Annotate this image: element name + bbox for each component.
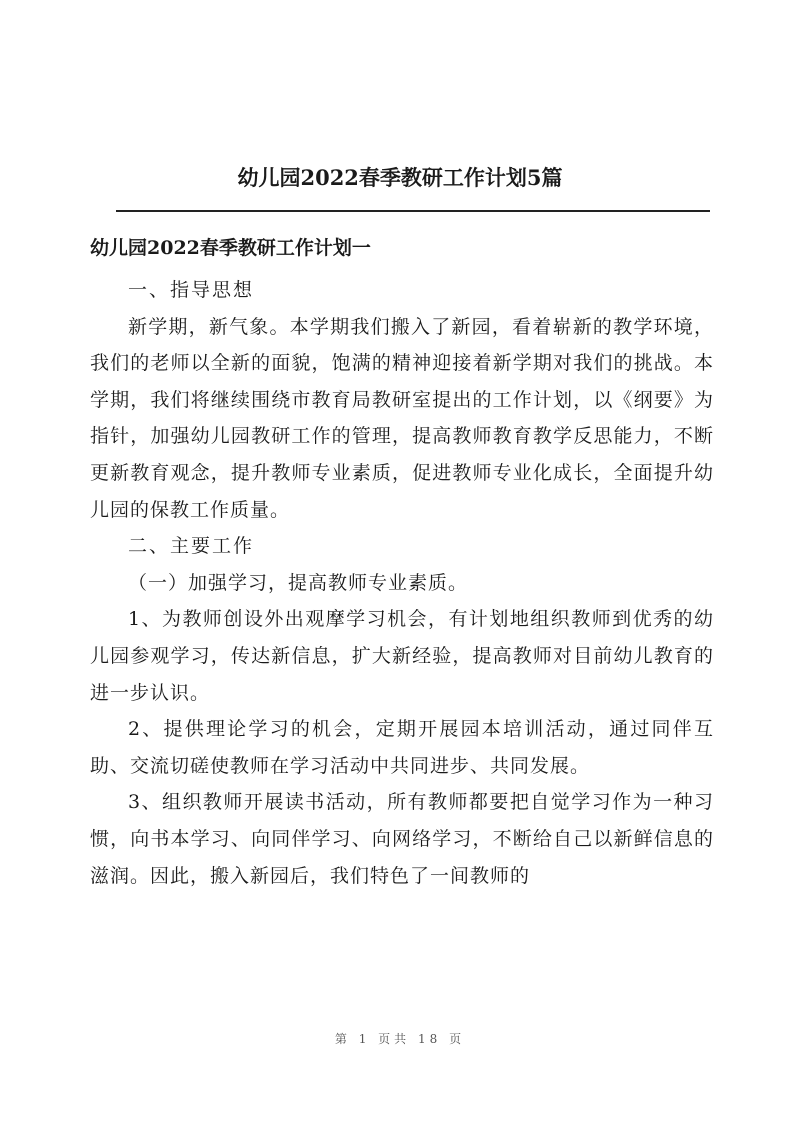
paragraph-item-3: 3、组织教师开展读书活动，所有教师都要把自觉学习作为一种习惯，向书本学习、向同伴学习、向网络学习，不断给自己以新鲜信息的滋润。因此，搬入新园后，我们特色了一间教师的 (90, 791, 714, 887)
heading-guiding-ideology: 一、指导思想 (128, 279, 255, 301)
paragraph-intro: 新学期，新气象。本学期我们搬入了新园，看着崭新的教学环境，我们的老师以全新的面貌，饱满的精神迎接着新学期对我们的挑战。本学期，我们将继续围绕市教育局教研室提出的工作计划，以《纲要》为指针，加强幼儿园教研工作的管理，提高教师教育教学反思能力，不断更新教育观念，提升教师专业素质，促进教师专业化成长，全面提升幼儿园的保教工作质量。 (90, 315, 714, 521)
section-title: 幼儿园2022春季教研工作计划一 (90, 237, 371, 259)
heading-main-work: 二、主要工作 (128, 535, 255, 558)
document-title: 幼儿园2022春季教研工作计划5篇 (237, 165, 563, 190)
subheading-strengthen-learning: （一）加强学习，提高教师专业素质。 (128, 571, 469, 594)
page-footer: 第 1 页共 18 页 (334, 1032, 466, 1046)
paragraph-item-1: 1、为教师创设外出观摩学习机会，有计划地组织教师到优秀的幼儿园参观学习，传达新信息，扩大新经验，提高教师对目前幼儿教育的进一步认识。 (90, 608, 714, 704)
paragraph-item-2: 2、提供理论学习的机会，定期开展园本培训活动，通过同伴互助、交流切磋使教师在学习活动中共同进步、共同发展。 (90, 718, 714, 777)
title-divider (116, 210, 710, 212)
document-body (90, 272, 714, 894)
